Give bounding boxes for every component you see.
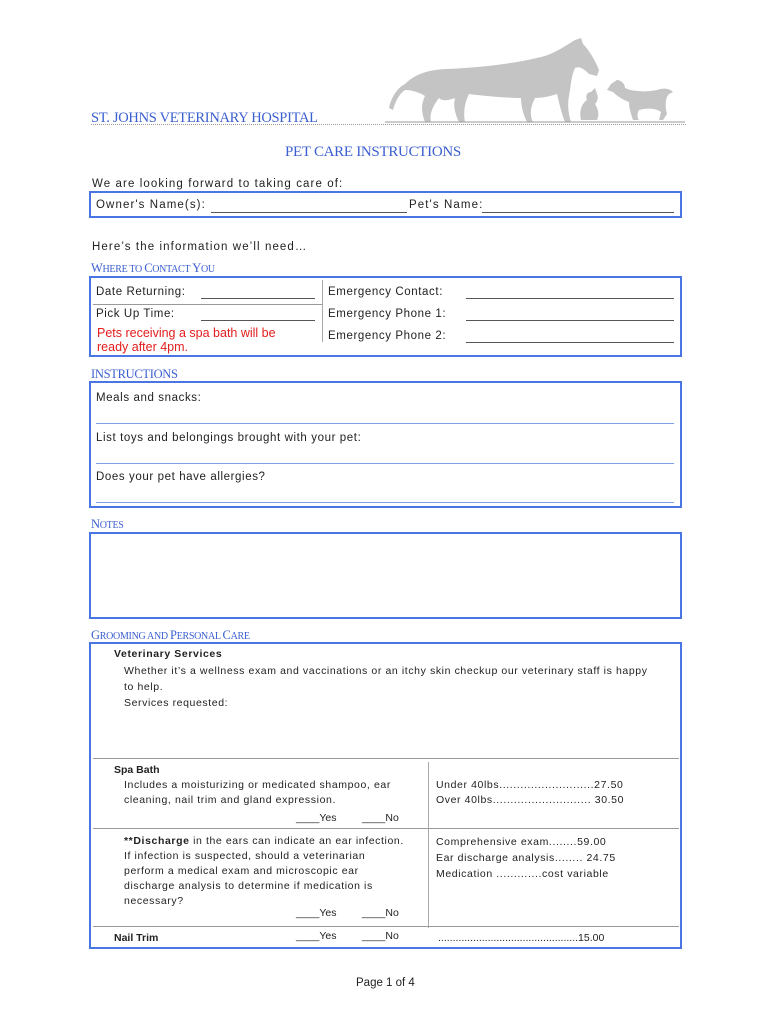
- allergies-label: Does your pet have allergies?: [96, 471, 266, 483]
- pick-up-time-field[interactable]: [201, 320, 315, 321]
- emergency-contact-label: Emergency Contact:: [328, 286, 443, 298]
- nail-trim-title: Nail Trim: [114, 932, 159, 944]
- contact-heading: WHERE TO CONTACT YOU: [91, 261, 215, 275]
- vet-services-desc: Whether it’s a wellness exam and vaccinations or an itchy skin checkup our veterinary staff is happy to help. Services requested:: [124, 665, 648, 709]
- emergency-phone2-field[interactable]: [466, 342, 674, 343]
- instructions-heading: INSTRUCTIONS: [91, 367, 178, 381]
- emergency-contact-field[interactable]: [466, 298, 674, 299]
- meals-field[interactable]: [96, 423, 674, 424]
- allergies-field[interactable]: [96, 502, 674, 503]
- emergency-phone1-field[interactable]: [466, 320, 674, 321]
- discharge-desc: **Discharge in the ears can indicate an ear infection. If infection is suspected, should a veterinarian perform a medical exam and microscopic ear discharge analysis to determine if medication is necessary?: [124, 835, 404, 907]
- owner-name-field[interactable]: [211, 212, 407, 213]
- date-returning-label: Date Returning:: [96, 286, 186, 298]
- nail-no-option[interactable]: ____No: [362, 930, 399, 942]
- nail-yes-option[interactable]: ____Yes: [296, 930, 337, 942]
- info-needed-text: Here’s the information we’ll need…: [92, 241, 308, 253]
- contact-divider: [322, 280, 323, 342]
- toys-field[interactable]: [96, 463, 674, 464]
- spa-bath-title: Spa Bath: [114, 764, 160, 776]
- notes-box[interactable]: [89, 532, 682, 619]
- date-returning-field[interactable]: [201, 298, 315, 299]
- owner-name-label: Owner's Name(s):: [96, 199, 206, 211]
- horse-dog-cat-logo: [385, 36, 685, 126]
- spa-no-option[interactable]: ____No: [362, 812, 399, 824]
- meals-label: Meals and snacks:: [96, 392, 202, 404]
- spa-yes-option[interactable]: ____Yes: [296, 812, 337, 824]
- pick-up-time-label: Pick Up Time:: [96, 308, 175, 320]
- pet-name-label: Pet's Name:: [409, 199, 484, 211]
- emergency-phone2-label: Emergency Phone 2:: [328, 330, 447, 342]
- pet-name-field[interactable]: [482, 212, 674, 213]
- spa-prices: Under 40lbs...........................27.50 Over 40lbs............................ 30.50: [436, 779, 625, 806]
- discharge-no-option[interactable]: ____No: [362, 907, 399, 919]
- contact-row-divider: [93, 304, 322, 305]
- grooming-heading: GROOMING AND PERSONAL CARE: [91, 628, 250, 642]
- hospital-name: ST. JOHNS VETERINARY HOSPITAL: [91, 110, 318, 126]
- vet-services-title: Veterinary Services: [114, 648, 223, 660]
- page-number: Page 1 of 4: [356, 977, 415, 989]
- nail-trim-price: ................................................15.00: [438, 932, 605, 944]
- toys-label: List toys and belongings brought with your pet:: [96, 432, 362, 444]
- discharge-divider: [93, 828, 679, 829]
- looking-forward-text: We are looking forward to taking care of:: [92, 178, 344, 190]
- header-divider: [91, 124, 686, 125]
- discharge-prices: Comprehensive exam........59.00 Ear discharge analysis........ 24.75 Medication .............cost variable: [436, 836, 616, 880]
- nail-divider: [93, 926, 679, 927]
- emergency-phone1-label: Emergency Phone 1:: [328, 308, 447, 320]
- spa-bath-note: Pets receiving a spa bath will be ready after 4pm.: [97, 326, 276, 354]
- notes-heading: NOTES: [91, 517, 124, 531]
- discharge-yes-option[interactable]: ____Yes: [296, 907, 337, 919]
- spa-divider: [93, 758, 679, 759]
- spa-bath-desc: Includes a moisturizing or medicated shampoo, ear cleaning, nail trim and gland expression.: [124, 779, 391, 806]
- spa-col-divider: [428, 762, 429, 928]
- form-title: PET CARE INSTRUCTIONS: [285, 144, 461, 160]
